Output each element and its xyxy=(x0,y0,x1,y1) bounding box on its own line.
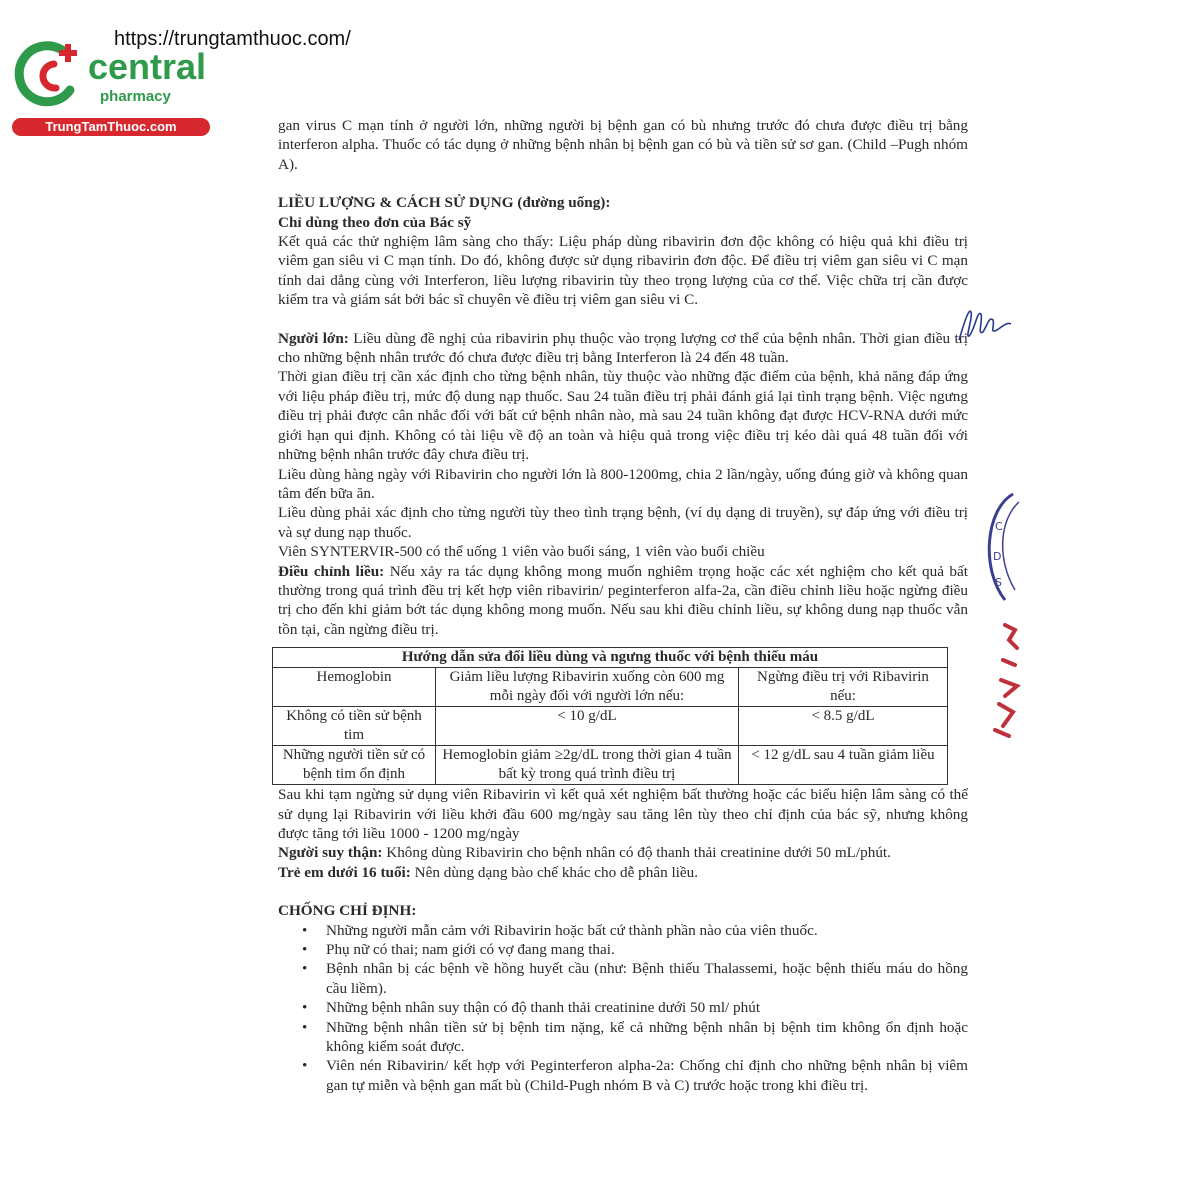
table-cell: < 12 g/dL sau 4 tuần giảm liều xyxy=(739,746,948,785)
child-text: Nên dùng dạng bào chế khác cho dễ phân liều. xyxy=(410,863,699,881)
table-title: Hướng dẫn sửa đổi liều dùng và ngưng thuốc với bệnh thiếu máu xyxy=(273,648,948,668)
intro-paragraph: gan virus C mạn tính ở người lớn, những người bị bệnh gan có bù nhưng trước đó chưa được điều trị bằng interferon alpha. Thuốc có tác dụng ở những bệnh nhân bị bệnh gan có bù và tiền sử sơ gan. (Child –Pugh nhóm A). xyxy=(278,117,968,173)
logo-word: central xyxy=(88,46,207,87)
signature-icon xyxy=(955,300,1015,350)
list-item: • Những người mẫn cảm với Ribavirin hoặc bất cứ thành phần nào của viên thuốc. xyxy=(326,921,968,940)
contra-list xyxy=(278,921,968,1096)
list-item: • Viên nén Ribavirin/ kết hợp với Peginterferon alpha-2a: Chống chỉ định cho những bệnh nhân bị viêm gan tự miễn và bệnh gan mất bù (Child-Pugh nhóm B và C) trước hoặc trong khi điều trị. xyxy=(326,1056,968,1095)
source-url[interactable]: https://trungtamthuoc.com/ xyxy=(114,28,351,50)
adult-label: Người lớn: xyxy=(278,329,349,347)
dosage-subheading: Chỉ dùng theo đơn của Bác sỹ xyxy=(278,213,472,231)
svg-text:S: S xyxy=(995,576,1002,589)
anemia-table xyxy=(272,647,948,785)
stamp-icon xyxy=(975,490,1025,750)
table-header-cell: Hemoglobin xyxy=(273,668,436,707)
svg-text:D: D xyxy=(993,550,1002,563)
table-header-row xyxy=(273,668,948,707)
table-header-cell: Giảm liều lượng Ribavirin xuống còn 600 mg mỗi ngày đối với người lớn nếu: xyxy=(436,668,739,707)
table-cell: < 10 g/dL xyxy=(436,707,739,746)
svg-text:C: C xyxy=(995,520,1003,533)
table-cell: Hemoglobin giảm ≥2g/dL trong thời gian 4 tuần bất kỳ trong quá trình điều trị xyxy=(436,746,739,785)
adjust-paragraph xyxy=(278,562,968,640)
adult-paragraph xyxy=(278,329,968,368)
logo-subtitle: pharmacy xyxy=(100,88,171,105)
table-cell: Không có tiền sử bệnh tim xyxy=(273,707,436,746)
logo-badge[interactable]: TrungTamThuoc.com xyxy=(12,118,210,136)
adjust-label: Điều chỉnh liều: xyxy=(278,562,385,580)
table-row xyxy=(273,707,948,746)
table-cell: Những người tiền sử có bệnh tim ổn định xyxy=(273,746,436,785)
child-label: Trẻ em dưới 16 tuổi: xyxy=(278,863,411,881)
logo-mark-icon xyxy=(10,36,90,116)
dosage-heading: LIỀU LƯỢNG & CÁCH SỬ DỤNG (đường uống): xyxy=(278,194,611,212)
renal-text: Không dùng Ribavirin cho bệnh nhân có độ thanh thải creatinine dưới 50 mL/phút. xyxy=(382,844,891,862)
table-cell: < 8.5 g/dL xyxy=(739,707,948,746)
list-item: • Những bệnh nhân tiền sử bị bệnh tim nặng, kể cả những bệnh nhân bị bệnh tim không ổn định hoặc không kiểm soát được. xyxy=(326,1018,968,1057)
tablet-schedule-paragraph: Viên SYNTERVIR-500 có thể uống 1 viên vào buổi sáng, 1 viên vào buổi chiều xyxy=(278,543,765,561)
renal-label: Người suy thận: xyxy=(278,844,383,862)
adult-text: Liều dùng đề nghị của ribavirin phụ thuộc vào trọng lượng cơ thể của bệnh nhân. Thời gian điều trị cho những bệnh nhân trước đó chưa được điều trị bằng Interferon là 24 đến 48 tuần. xyxy=(278,329,968,367)
renal-paragraph xyxy=(278,843,968,862)
central-pharmacy-logo xyxy=(10,36,220,136)
individual-dose-paragraph: Liều dùng phải xác định cho từng người tùy theo tình trạng bệnh, (ví dụ dạng di truyền), sự đáp ứng với điều trị và sự dung nạp thuốc. xyxy=(278,504,968,541)
child-paragraph xyxy=(278,863,968,882)
contra-heading: CHỐNG CHỈ ĐỊNH: xyxy=(278,902,417,920)
dosage-paragraph: Kết quả các thử nghiệm lâm sàng cho thấy: Liệu pháp dùng ribavirin đơn độc không có hiệu quả khi điều trị viêm gan siêu vi C mạn tính. Do đó, không được sử dụng ribavirin đơn độc. Để điều trị viêm gan siêu vi C mạn tính dai dẳng cùng với Interferon, liều lượng ribavirin tùy theo trọng lượng của cơ thể. Việc chữa trị cần được kiểm tra và giám sát bởi bác sĩ chuyên về điều trị viêm gan siêu vi C. xyxy=(278,233,968,309)
adjust-text: Nếu xảy ra tác dụng không mong muốn nghiêm trọng hoặc các xét nghiệm cho kết quả bất thường trong quá trình đều trị kết hợp viên ribavirin/ peginterferon alfa-2a, cần điều chỉnh liều hoặc ngừng điều trị cho đến khi giảm bớt tác dụng không mong muốn. Nếu sau khi điều chỉnh liều, sự không dung nạp thuốc vẫn tồn tại, cần ngừng điều trị. xyxy=(278,562,968,638)
document-page xyxy=(278,116,968,1095)
table-header-cell: Ngừng điều trị với Ribavirin nếu: xyxy=(739,668,948,707)
list-item: • Phụ nữ có thai; nam giới có vợ đang mang thai. xyxy=(326,940,968,959)
list-item: • Những bệnh nhân suy thận có độ thanh thải creatinine dưới 50 ml/ phút xyxy=(326,998,968,1017)
restart-paragraph: Sau khi tạm ngừng sử dụng viên Ribavirin vì kết quả xét nghiệm bất thường hoặc các biểu hiện lâm sàng có thể sử dụng lại Ribavirin với liều khởi đầu 600 mg/ngày sau tăng lên tùy theo chỉ định của bác sỹ, nhưng không được tăng tới liều 1000 - 1200 mg/ngày xyxy=(278,786,968,842)
table-row xyxy=(273,746,948,785)
list-item: • Bệnh nhân bị các bệnh về hồng huyết cầu (như: Bệnh thiếu Thalassemi, hoặc bệnh thiếu máu do hồng cầu liềm). xyxy=(326,959,968,998)
daily-dose-paragraph: Liều dùng hàng ngày với Ribavirin cho người lớn là 800-1200mg, chia 2 lần/ngày, uống đúng giờ và không quan tâm đến bữa ăn. xyxy=(278,465,968,502)
duration-paragraph: Thời gian điều trị cần xác định cho từng bệnh nhân, tùy thuộc vào những đặc điểm của bệnh, khả năng đáp ứng với liệu pháp điều trị, mức độ dung nạp thuốc. Sau 24 tuần điều trị phải đánh giá lại tình trạng bệnh. Việc ngưng điều trị phải được cân nhắc đối với bất cứ bệnh nhân nào, mà sau 24 tuần không đạt được HCV-RNA dưới mức giới hạn qui định. Không có tài liệu về độ an toàn và hiệu quả trong việc điều trị kéo dài quá 48 tuần đối với những bệnh nhân trước đây chưa điều trị. xyxy=(278,368,968,464)
